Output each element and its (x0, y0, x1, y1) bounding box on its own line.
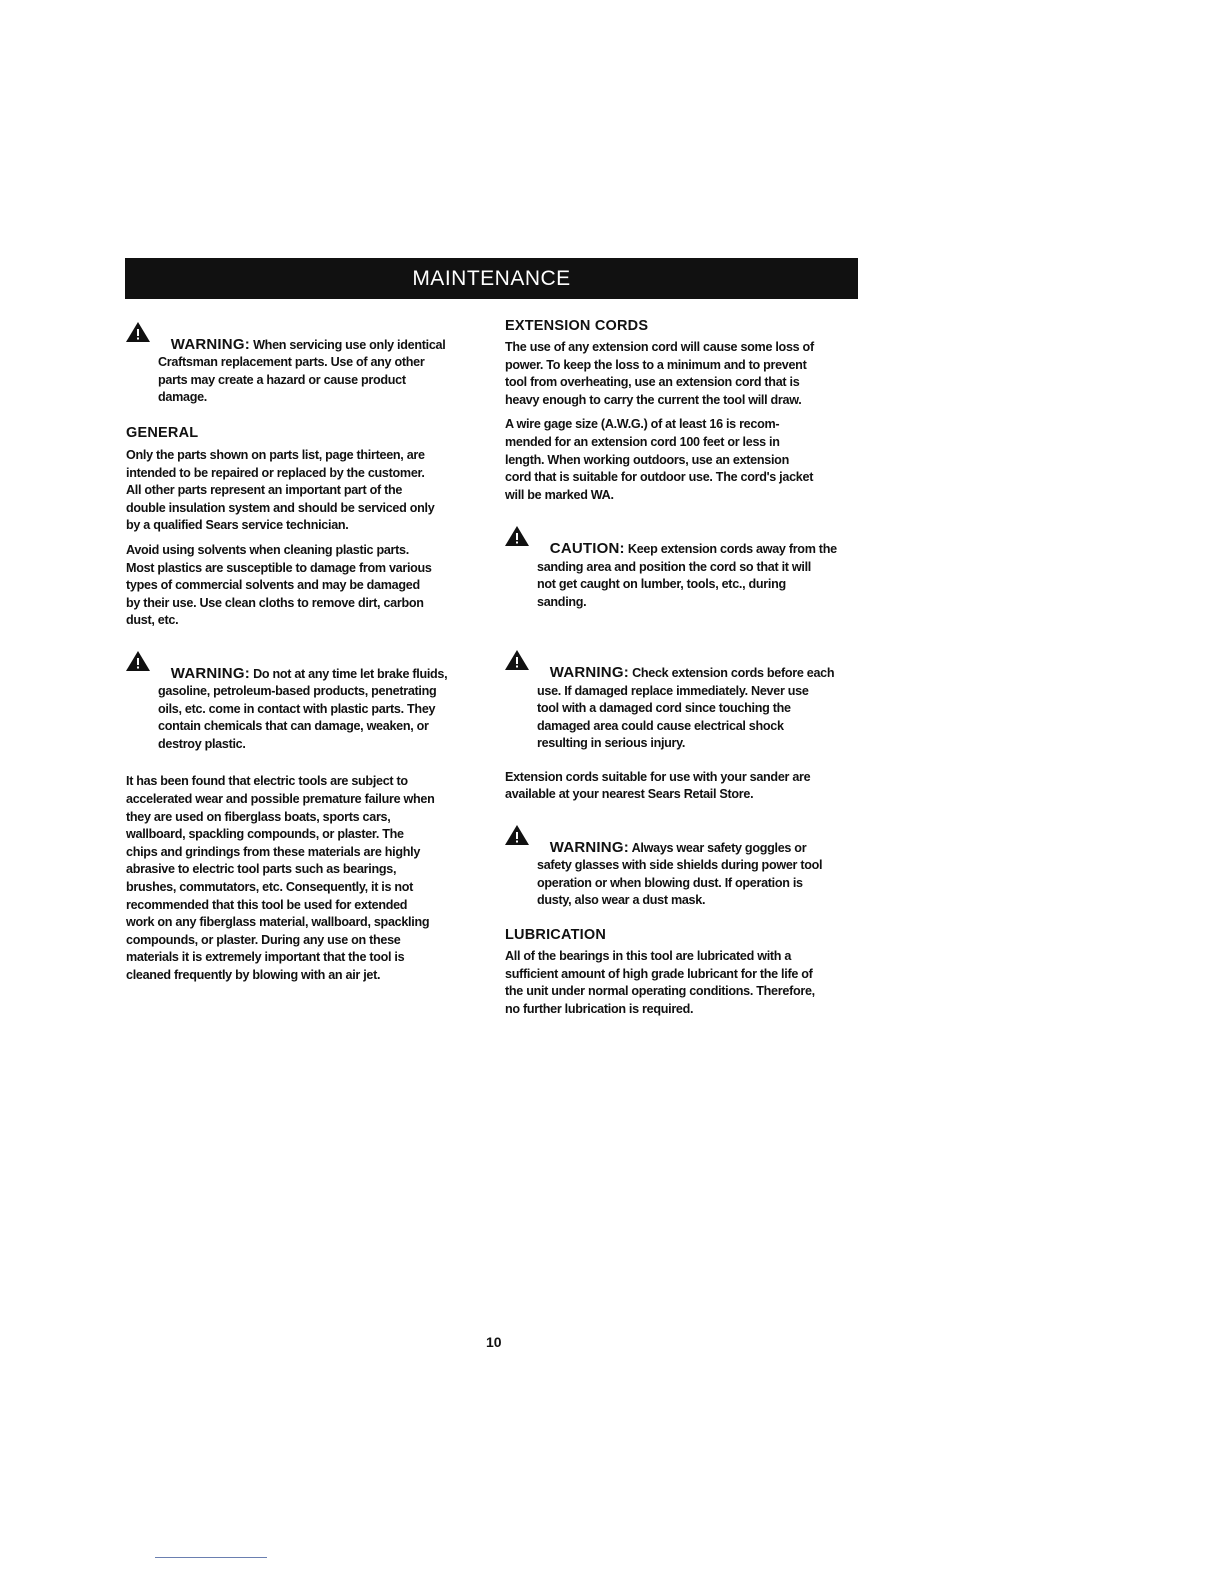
warning-triangle-icon (505, 825, 529, 845)
warning-text: When servicing use only identical Craftsman replacement parts. Use of any other parts may create a hazard or cause product damage. (158, 337, 446, 405)
page-number: 10 (486, 1334, 502, 1350)
heading-extension-cords: EXTENSION CORDS (505, 318, 649, 334)
left-column (126, 318, 447, 985)
warning-text: Do not at any time let brake fluids, gasoline, petroleum-based products, penetrating oils, etc. come in contact with plastic parts. They contain chemicals that can damage, weaken, or destroy plastic. (158, 666, 448, 751)
warning-label: WARNING: (549, 663, 629, 681)
caution-label: CAUTION: (549, 539, 625, 557)
warning-label: WARNING: (170, 664, 250, 682)
abrasive-materials-paragraph: It has been found that electric tools are subject to accelerated wear and possible premature failure when they are used on fiberglass boats, sports cars, wallboard, spackling compounds, or plaster. The chips and grindings from these materials are highly abrasive to electric tool parts such as bearings, brushes, commutators, etc. Consequently, it is not recommended that this tool be used for extended work on any fiberglass material, wallboard, spackling compounds, or plaster. During any use on these materials it is extremely important that the tool is cleaned frequently by blowing with an air jet. (126, 774, 435, 982)
warning-servicing (126, 318, 445, 407)
warning-text: Check extension cords before each use. If damaged replace immediately. Never use tool with a damaged cord since touching the damaged area could cause electrical shock resulting in serious injury. (537, 665, 835, 751)
extension-paragraph-3: Extension cords suitable for use with your sander are available at your nearest Sears Retail Store. (505, 769, 811, 802)
right-column (505, 317, 837, 1018)
warning-triangle-icon (505, 526, 529, 546)
extension-paragraph-1: The use of any extension cord will cause some loss of power. To keep the loss to a minimum and to prevent tool from overheating, use an extension cord that is heavy enough to carry the current the tool will draw. (505, 340, 814, 407)
caution-text: Keep extension cords away from the sanding area and position the cord so that it will not get caught on lumber, tools, etc., during sanding. (537, 541, 837, 609)
warning-text: Always wear safety goggles or safety glasses with side shields during power tool operation or when blowing dust. If operation is dusty, also wear a dust mask. (537, 840, 823, 908)
warning-goggles (505, 821, 822, 910)
warning-chemicals (126, 647, 447, 754)
warning-triangle-icon (126, 322, 150, 342)
heading-general: GENERAL (126, 424, 199, 441)
warning-label: WARNING: (170, 335, 250, 353)
section-header-bar (125, 258, 858, 299)
warning-triangle-icon (505, 650, 529, 670)
caution-cord-position (505, 522, 837, 611)
general-paragraph-2: Avoid using solvents when cleaning plastic parts. Most plastics are susceptible to damage from various types of commercial solvents and may be damaged by their use. Use clean cloths to remove dirt, carbon dust, etc. (126, 542, 432, 628)
warning-label: WARNING: (549, 838, 629, 856)
section-title: MAINTENANCE (412, 267, 571, 290)
warning-check-cords (505, 646, 834, 753)
footer-rule (155, 1557, 267, 1558)
general-paragraph-1: Only the parts shown on parts list, page thirteen, are intended to be repaired or replaced by the customer. All other parts represent an important part of the double insulation system and should be serviced only by a qualified Sears service technician. (126, 447, 435, 533)
extension-paragraph-2: A wire gage size (A.W.G.) of at least 16 is recom- mended for an extension cord 100 feet or less in length. When working outdoors, use an extension cord that is suitable for outdoor use. The cord's jacket will be marked WA. (505, 417, 814, 502)
warning-triangle-icon (126, 651, 150, 671)
heading-lubrication: LUBRICATION (505, 927, 607, 944)
lubrication-paragraph: All of the bearings in this tool are lubricated with a sufficient amount of high grade lubricant for the life of the unit under normal operating conditions. Therefore, no further lubrication is required. (505, 949, 815, 1016)
